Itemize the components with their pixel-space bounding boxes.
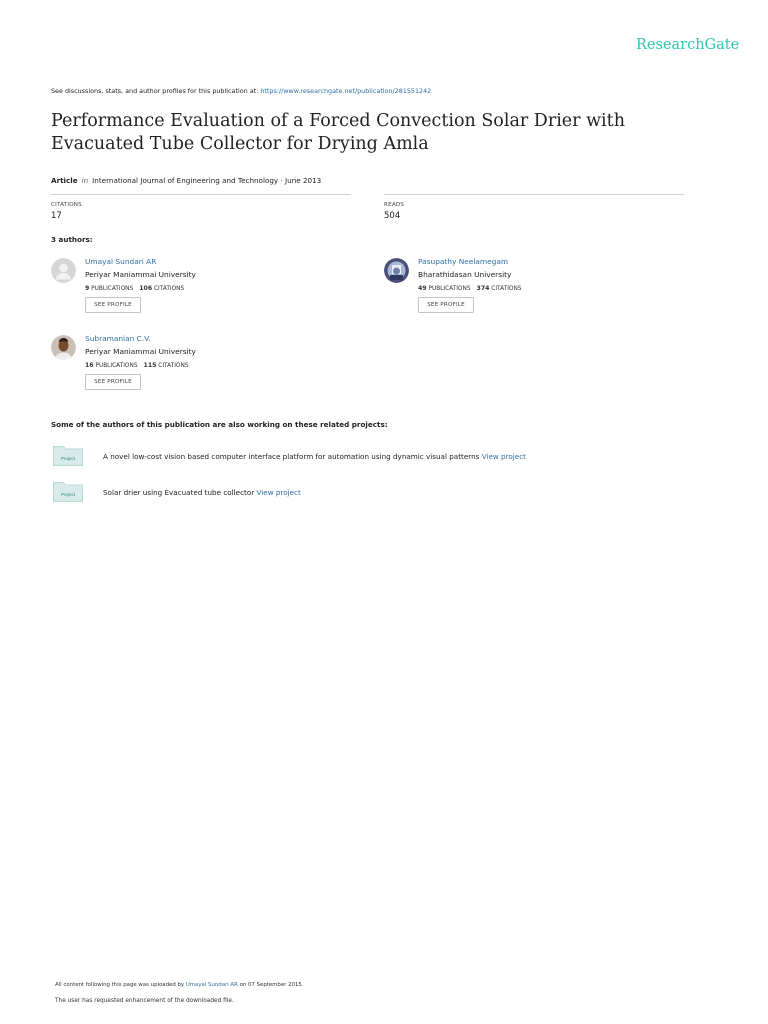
citations-label: CITATIONS xyxy=(158,363,189,369)
publication-title: Performance Evaluation of a Forced Convection Solar Drier with Evacuated Tube Collector for Drying Amla xyxy=(51,111,625,154)
author-institution: Periyar Maniammai University xyxy=(85,270,196,279)
in-word: in xyxy=(81,176,89,185)
publication-count: 16 xyxy=(85,362,94,369)
citations-label: CITATIONS xyxy=(491,286,522,292)
project-description xyxy=(103,452,526,461)
author-photo[interactable] xyxy=(384,258,409,283)
avatar-placeholder[interactable] xyxy=(51,258,76,283)
author-card xyxy=(51,257,351,319)
article-type: Article xyxy=(51,176,78,185)
upload-suffix: on 07 September 2015. xyxy=(239,982,304,988)
discussion-prefix: See discussions, stats, and author profiles for this publication at: xyxy=(51,87,259,95)
view-project-link[interactable]: View project xyxy=(256,488,301,497)
citations-label: CITATIONS xyxy=(153,286,185,292)
reads-value: 504 xyxy=(384,211,401,221)
discussion-line xyxy=(51,87,431,95)
researchgate-logo[interactable]: ResearchGate xyxy=(636,37,740,53)
svg-text:Project: Project xyxy=(60,492,76,497)
reads-label: READS xyxy=(384,202,405,208)
see-profile-button[interactable]: SEE PROFILE xyxy=(85,297,141,313)
upload-note xyxy=(55,982,304,988)
citation-count: 106 xyxy=(139,285,153,292)
svg-text:Project: Project xyxy=(60,456,76,461)
publication-meta xyxy=(51,176,321,185)
citation-count: 115 xyxy=(143,362,157,369)
author-institution: Periyar Maniammai University xyxy=(85,347,196,356)
author-photo[interactable] xyxy=(51,335,76,360)
author-card xyxy=(384,257,684,319)
see-profile-button[interactable]: SEE PROFILE xyxy=(85,374,141,390)
reads-divider xyxy=(384,194,684,195)
citations-divider xyxy=(51,194,351,195)
project-folder-icon xyxy=(53,480,83,502)
publication-link[interactable]: https://www.researchgate.net/publication/281551242 xyxy=(260,87,432,95)
author-card xyxy=(51,334,351,396)
project-item xyxy=(53,480,653,504)
author-stats xyxy=(85,362,189,369)
project-item xyxy=(53,444,653,468)
author-stats xyxy=(85,285,184,292)
view-project-link[interactable]: View project xyxy=(481,452,526,461)
authors-heading: 3 authors: xyxy=(51,235,93,244)
citations-label: CITATIONS xyxy=(51,202,82,208)
see-profile-button[interactable]: SEE PROFILE xyxy=(418,297,474,313)
publications-label: PUBLICATIONS xyxy=(95,363,138,369)
author-institution: Bharathidasan University xyxy=(418,270,512,279)
publication-count: 9 xyxy=(85,285,90,292)
project-description xyxy=(103,488,301,497)
projects-heading: Some of the authors of this publication are also working on these related projects: xyxy=(51,420,388,429)
enhancement-note: The user has requested enhancement of the downloaded file. xyxy=(55,998,234,1004)
project-folder-icon xyxy=(53,444,83,466)
upload-prefix: All content following this page was uploaded by xyxy=(55,982,185,988)
author-name[interactable]: Subramanian C.V. xyxy=(85,334,151,343)
citations-value: 17 xyxy=(51,211,62,221)
author-name[interactable]: Umayal Sundari AR xyxy=(85,257,157,266)
publications-label: PUBLICATIONS xyxy=(428,286,471,292)
project-title: Solar drier using Evacuated tube collector xyxy=(103,488,255,497)
author-stats xyxy=(418,285,522,292)
uploader-link[interactable]: Umayal Sundari AR xyxy=(185,982,238,988)
journal-date: International Journal of Engineering and Technology · June 2013 xyxy=(92,176,322,185)
project-title: A novel low-cost vision based computer interface platform for automation using dynamic visual patterns xyxy=(103,452,480,461)
publications-label: PUBLICATIONS xyxy=(91,286,134,292)
publication-count: 49 xyxy=(418,285,427,292)
citation-count: 374 xyxy=(476,285,490,292)
author-name[interactable]: Pasupathy Neelamegam xyxy=(418,257,509,266)
